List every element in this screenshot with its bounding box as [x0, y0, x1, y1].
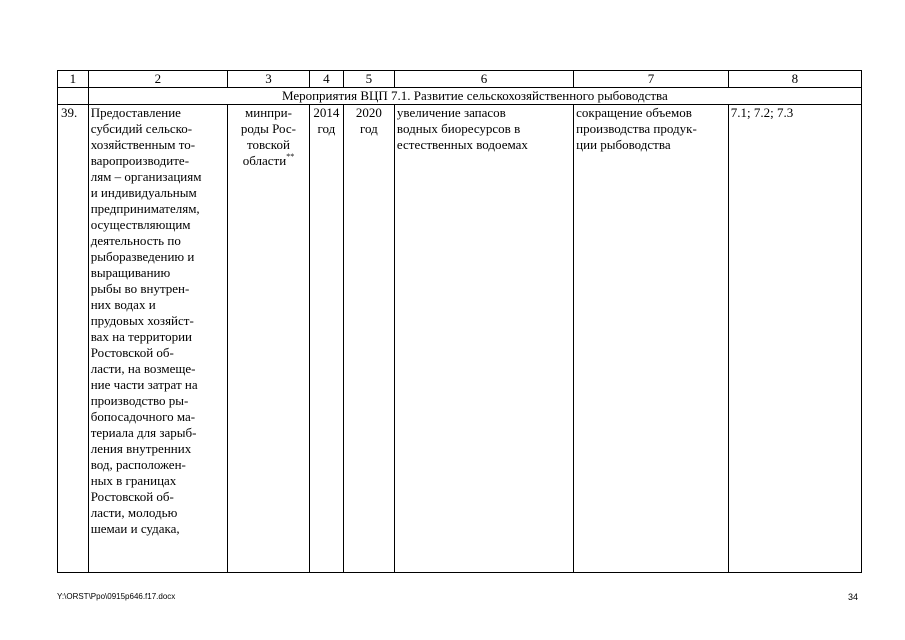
- end-date-cell: [343, 105, 394, 573]
- column-header: 1: [58, 71, 89, 88]
- measures-table: [57, 70, 862, 573]
- start-year: 2014: [313, 105, 340, 120]
- section-title: Мероприятия ВЦП 7.1. Развитие сельскохозяйственного рыбоводства: [88, 88, 861, 105]
- column-header: 5: [343, 71, 394, 88]
- indicator-links: 7.1; 7.2; 7.3: [728, 105, 861, 573]
- table-row: [58, 105, 862, 573]
- footer-file-path: Y:\ORST\Ppo\0915p646.f17.docx: [57, 592, 176, 601]
- end-year-unit: год: [359, 121, 378, 136]
- section-empty-cell: [58, 88, 89, 105]
- column-header: 2: [88, 71, 227, 88]
- column-header: 6: [394, 71, 573, 88]
- start-year-unit: год: [317, 121, 336, 136]
- column-number-row: [58, 71, 862, 88]
- executor-cell: [228, 105, 310, 573]
- start-date-cell: [309, 105, 343, 573]
- measure-description: Предоставление субсидий сельско- хозяйственным то- варопроизводите- лям – организациям и индивидуальным предпринимателям, осуществляющим деятельность по рыборазведению и выращиванию рыбы во внутрен- них водах и прудовых хозяйст- вах на территории Ростовской об- ласти, на возмеще- ние части затрат на производство ры- бопосадочного ма- териала для зарыб- ления внутренних вод, расположен- ных в границах Ростовской об- ласти, молодью шемаи и судака,: [88, 105, 227, 573]
- executor-text: минпри- роды Рос- товской области: [240, 105, 296, 168]
- column-header: 7: [574, 71, 729, 88]
- row-number: 39.: [58, 105, 89, 573]
- end-year: 2020: [355, 105, 382, 120]
- footnote-mark: **: [286, 152, 295, 161]
- column-header: 4: [309, 71, 343, 88]
- non-implementation-consequences: сокращение объемов производства продук- ции рыбоводства: [574, 105, 729, 573]
- section-row: [58, 88, 862, 105]
- column-header: 3: [228, 71, 310, 88]
- footer-page-number: 34: [847, 592, 858, 602]
- expected-result: увеличение запасов водных биоресурсов в естественных водоемах: [394, 105, 573, 573]
- column-header: 8: [728, 71, 861, 88]
